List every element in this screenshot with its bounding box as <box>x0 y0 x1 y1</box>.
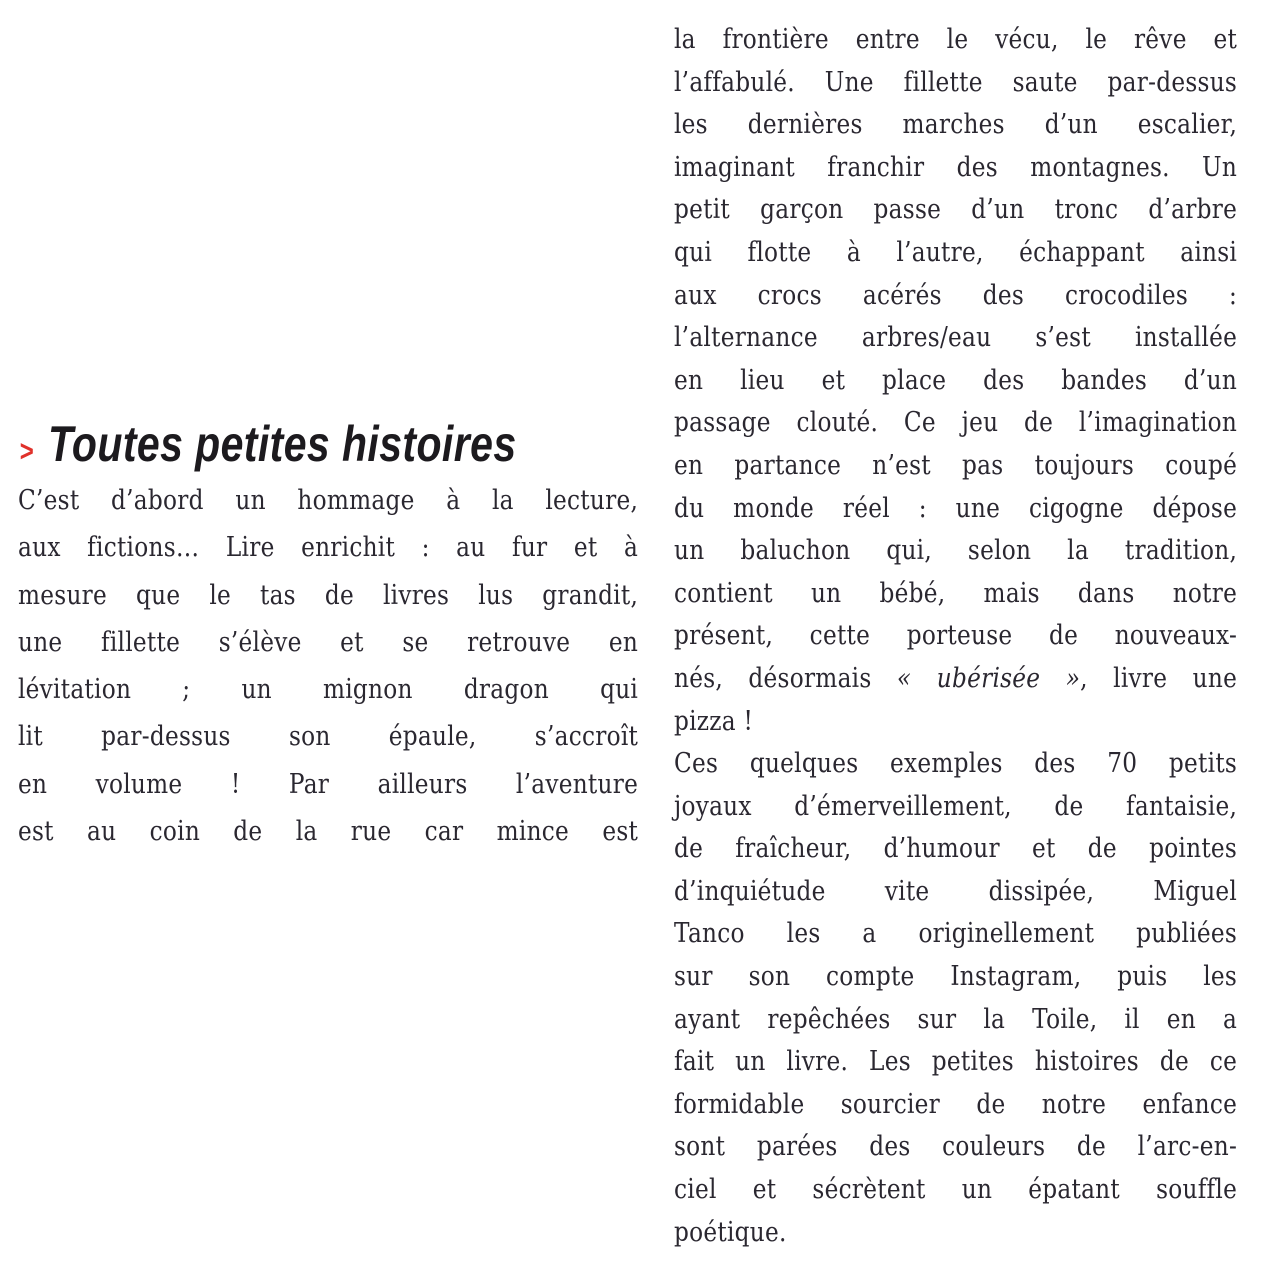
text-line: lévitation ; un mignon dragon qui <box>18 674 639 706</box>
chevron-right-icon: > <box>19 435 34 468</box>
text-line: la frontière entre le vécu, le rêve et <box>674 24 1238 55</box>
right-paragraph-2 <box>674 743 1237 1254</box>
text-line: joyaux d’émerveillement, de fantaisie, <box>674 790 1238 822</box>
text-line: ciel et sécrètent un épatant souffle <box>674 1174 1238 1206</box>
text-line: qui flotte à l’autre, échappant ainsi <box>674 236 1238 268</box>
left-column <box>18 415 638 855</box>
text-line: présent, cette porteuse de nouveaux- <box>674 620 1238 652</box>
section-title: Toutes petites histoires <box>47 416 517 472</box>
text-line: l’alternance arbres/eau s’est installée <box>674 322 1238 354</box>
text-segment: nés, désormais <box>674 662 897 694</box>
italic-quote: « ubérisée » <box>896 662 1081 694</box>
text-line: ayant repêchées sur la Toile, il en a <box>674 1003 1238 1035</box>
text-line: C’est d’abord un hommage à la lecture, <box>18 485 639 516</box>
text-line-with-italic <box>674 658 1237 701</box>
text-line: du monde réel : une cigogne dépose <box>674 492 1238 524</box>
text-line: d’inquiétude vite dissipée, Miguel <box>674 875 1238 907</box>
right-paragraph-1 <box>674 19 1237 743</box>
text-line: est au coin de la rue car mince est <box>18 816 639 848</box>
text-line: mesure que le tas de livres lus grandit, <box>18 579 639 611</box>
text-line: contient un bébé, mais dans notre <box>674 577 1238 609</box>
text-line: passage clouté. Ce jeu de l’imagination <box>674 407 1238 439</box>
text-line: fait un livre. Les petites histoires de ce <box>674 1046 1238 1078</box>
text-line: en volume ! Par ailleurs l’aventure <box>18 768 639 800</box>
text-line: les dernières marches d’un escalier, <box>674 109 1238 141</box>
left-paragraph <box>18 477 638 855</box>
text-line: lit par-dessus son épaule, s’accroît <box>18 721 639 753</box>
text-line: une fillette s’élève et se retrouve en <box>18 626 639 658</box>
text-line: de fraîcheur, d’humour et de pointes <box>674 833 1238 865</box>
right-column <box>674 19 1237 1254</box>
text-line: aux crocs acérés des crocodiles : <box>674 279 1238 311</box>
text-line: en lieu et place des bandes d’un <box>674 364 1238 396</box>
text-line: sont parées des couleurs de l’arc-en- <box>674 1131 1238 1163</box>
section-heading <box>18 415 638 473</box>
text-line: Ces quelques exemples des 70 petits <box>674 748 1238 780</box>
text-line: Tanco les a originellement publiées <box>674 918 1238 950</box>
text-line: pizza ! <box>674 705 754 737</box>
text-line: sur son compte Instagram, puis les <box>674 961 1238 993</box>
text-line: formidable sourcier de notre enfance <box>674 1088 1238 1120</box>
text-line: petit garçon passe d’un tronc d’arbre <box>674 194 1238 226</box>
text-line: aux fictions… Lire enrichit : au fur et à <box>18 532 639 564</box>
text-line: imaginant franchir des montagnes. Un <box>674 151 1238 183</box>
text-line: un baluchon qui, selon la tradition, <box>674 535 1238 567</box>
text-line: en partance n’est pas toujours coupé <box>674 449 1238 481</box>
text-line: poétique. <box>674 1216 787 1248</box>
text-segment: , livre une <box>1080 662 1238 694</box>
text-line: l’affabulé. Une fillette saute par-dessus <box>674 66 1238 98</box>
